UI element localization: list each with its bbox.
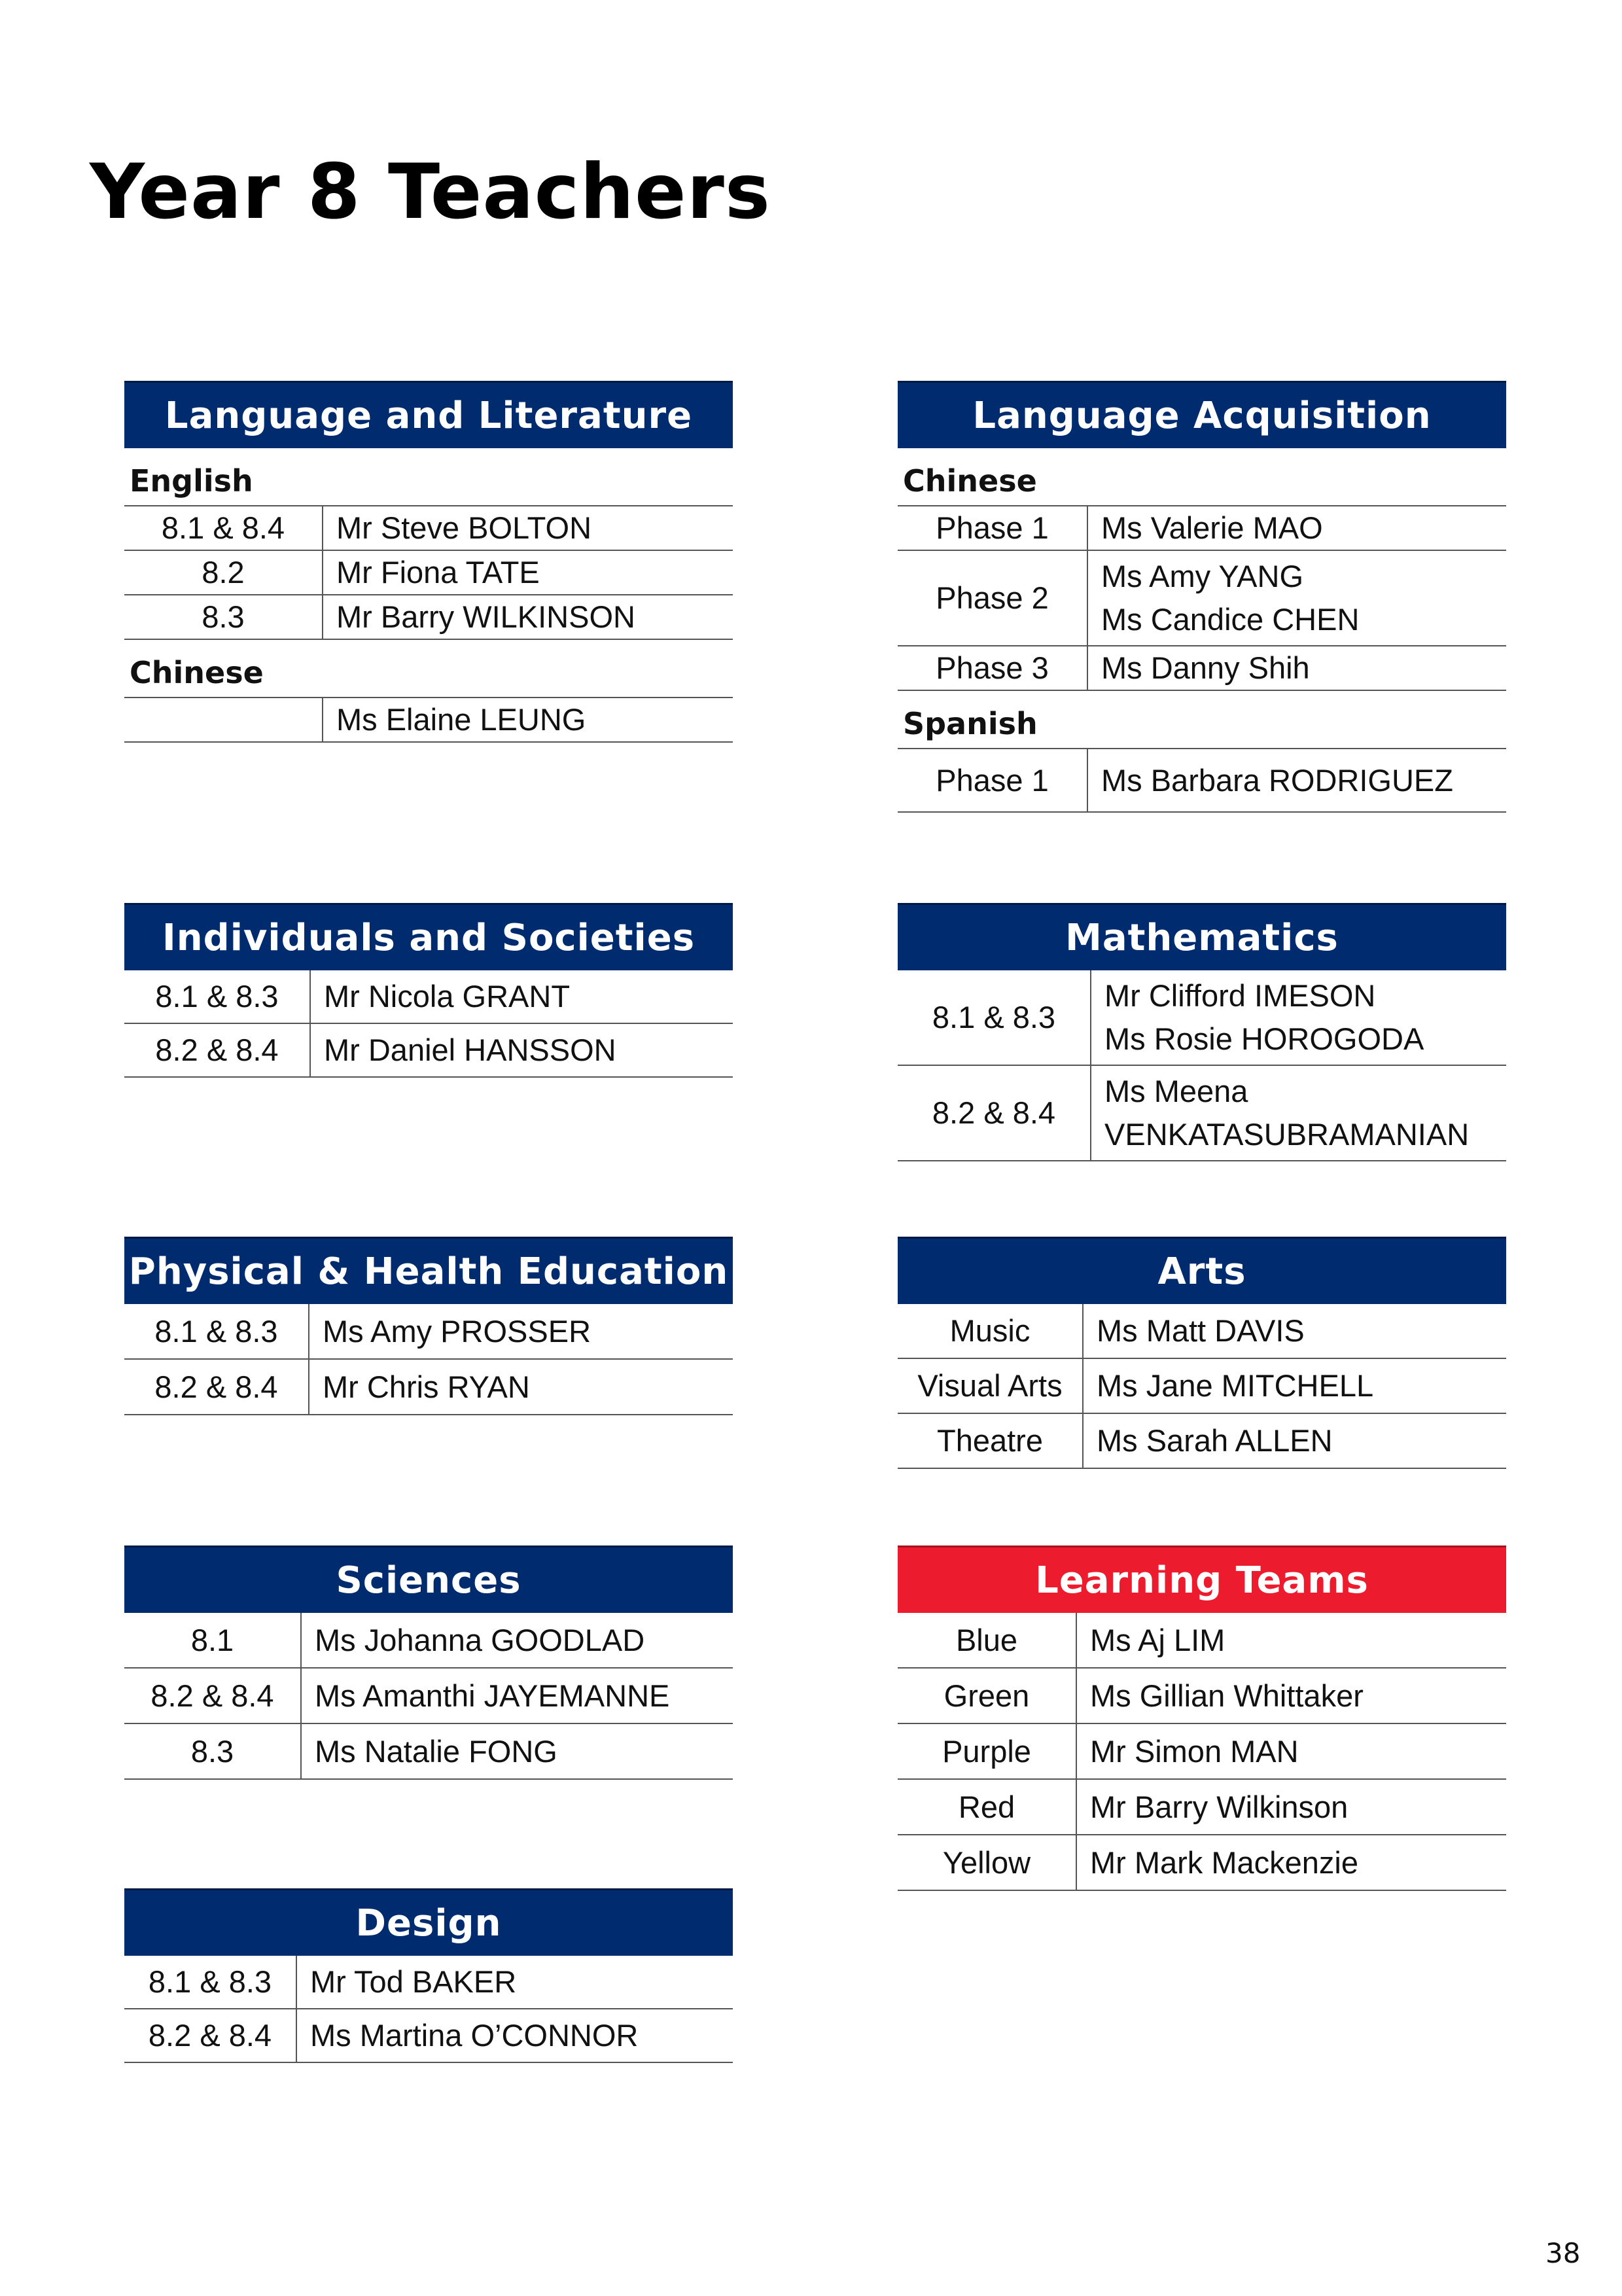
class-cell: Theatre [898,1413,1083,1468]
class-cell: 8.1 & 8.3 [898,970,1091,1065]
teacher-cell: Ms Amanthi JAYEMANNE [301,1668,733,1723]
teacher-cell [1087,550,1506,646]
panel-header: Individuals and Societies [124,903,733,970]
teacher-cell: Ms Amy PROSSER [309,1304,733,1359]
class-cell: Blue [898,1613,1076,1668]
class-cell: 8.2 [124,550,323,595]
panel-header: Learning Teams [898,1545,1506,1613]
table-row [124,970,733,1023]
teacher-cell: Ms Elaine LEUNG [323,698,733,742]
teacher-name: Ms Meena [1104,1074,1248,1108]
table-row [124,1613,733,1668]
teacher-cell: Ms Valerie MAO [1087,506,1506,550]
panel-header: Sciences [124,1545,733,1613]
table-row [124,550,733,595]
teacher-cell: Mr Daniel HANSSON [310,1023,733,1077]
teacher-name: Ms Candice CHEN [1101,602,1360,637]
teacher-cell: Mr Mark Mackenzie [1076,1835,1506,1890]
panel-header: Language and Literature [124,381,733,448]
teacher-table [898,970,1506,1161]
class-cell: Music [898,1304,1083,1358]
class-cell: Phase 1 [898,506,1087,550]
table-row [898,550,1506,646]
teacher-table [124,970,733,1078]
class-cell: 8.3 [124,595,323,639]
teacher-cell: Mr Simon MAN [1076,1723,1506,1779]
teacher-cell: Mr Tod BAKER [296,1956,733,2009]
teacher-cell [1091,970,1506,1065]
class-cell: 8.2 & 8.4 [898,1065,1091,1161]
class-cell: Phase 1 [898,749,1087,812]
teacher-cell: Ms Jane MITCHELL [1083,1358,1506,1413]
teacher-cell [1091,1065,1506,1161]
class-cell: Phase 3 [898,646,1087,690]
teacher-cell: Mr Steve BOLTON [323,506,733,550]
panel-language-acquisition [898,381,1506,813]
teacher-cell: Ms Sarah ALLEN [1083,1413,1506,1468]
panel-language-literature [124,381,733,743]
table-row [124,1359,733,1415]
table-row [898,1779,1506,1835]
teacher-cell: Ms Aj LIM [1076,1613,1506,1668]
subject-label-chinese: Chinese [124,639,733,698]
table-row [898,1304,1506,1358]
teacher-cell: Ms Natalie FONG [301,1723,733,1779]
teacher-table [124,1613,733,1780]
subject-label-chinese: Chinese [898,448,1506,506]
panel-design [124,1888,733,2063]
table-row [898,970,1506,1065]
panel-header: Physical & Health Education [124,1237,733,1304]
teacher-cell: Mr Nicola GRANT [310,970,733,1023]
subject-label-spanish: Spanish [898,690,1506,749]
table-row [124,506,733,550]
teacher-table [124,448,733,743]
subject-label-english: English [124,448,733,506]
class-cell: Visual Arts [898,1358,1083,1413]
panel-physical-health-education [124,1237,733,1415]
page-number: 38 [1545,2237,1581,2269]
class-cell: 8.1 & 8.3 [124,1956,296,2009]
teacher-cell: Ms Barbara RODRIGUEZ [1087,749,1506,812]
table-row [124,1956,733,2009]
teacher-table [898,1304,1506,1469]
class-cell: Green [898,1668,1076,1723]
class-cell: 8.2 & 8.4 [124,1023,310,1077]
table-row [898,1613,1506,1668]
class-cell: 8.1 & 8.3 [124,1304,309,1359]
panel-individuals-societies [124,903,733,1078]
table-row [898,506,1506,550]
table-row [898,646,1506,690]
class-cell: 8.1 & 8.4 [124,506,323,550]
table-row [124,1723,733,1779]
table-row [124,1668,733,1723]
class-cell: Phase 2 [898,550,1087,646]
teacher-cell: Ms Danny Shih [1087,646,1506,690]
table-row [898,1668,1506,1723]
panel-header: Arts [898,1237,1506,1304]
class-cell: 8.1 & 8.3 [124,970,310,1023]
teacher-table [124,1304,733,1415]
teacher-name: VENKATASUBRAMANIAN [1104,1117,1470,1152]
table-row [898,1723,1506,1779]
teacher-cell: Ms Gillian Whittaker [1076,1668,1506,1723]
table-row [898,1358,1506,1413]
class-cell: 8.3 [124,1723,301,1779]
panel-sciences [124,1545,733,1780]
panel-header: Language Acquisition [898,381,1506,448]
teacher-name: Ms Rosie HOROGODA [1104,1021,1424,1056]
table-row [898,1065,1506,1161]
teacher-table [124,1956,733,2063]
table-row [898,1835,1506,1890]
panel-mathematics [898,903,1506,1161]
teacher-name: Mr Clifford IMESON [1104,978,1376,1013]
table-row [898,1413,1506,1468]
class-cell: Purple [898,1723,1076,1779]
panel-arts [898,1237,1506,1469]
teacher-name: Ms Amy YANG [1101,559,1304,593]
teacher-cell: Mr Chris RYAN [309,1359,733,1415]
class-cell: 8.2 & 8.4 [124,1668,301,1723]
class-cell: 8.2 & 8.4 [124,1359,309,1415]
teacher-cell: Mr Barry Wilkinson [1076,1779,1506,1835]
panel-header: Mathematics [898,903,1506,970]
table-row [124,1304,733,1359]
teacher-table [898,448,1506,813]
teacher-cell: Mr Barry WILKINSON [323,595,733,639]
panel-learning-teams [898,1545,1506,1891]
class-cell: Red [898,1779,1076,1835]
page-title: Year 8 Teachers [90,148,771,236]
table-row [124,595,733,639]
teacher-table [898,1613,1506,1891]
table-row [124,2009,733,2062]
class-cell: Yellow [898,1835,1076,1890]
class-cell [124,698,323,742]
teacher-cell: Ms Johanna GOODLAD [301,1613,733,1668]
teacher-cell: Ms Martina O’CONNOR [296,2009,733,2062]
class-cell: 8.1 [124,1613,301,1668]
table-row [124,698,733,742]
table-row [898,749,1506,812]
teacher-cell: Mr Fiona TATE [323,550,733,595]
class-cell: 8.2 & 8.4 [124,2009,296,2062]
panel-header: Design [124,1888,733,1956]
teacher-cell: Ms Matt DAVIS [1083,1304,1506,1358]
table-row [124,1023,733,1077]
